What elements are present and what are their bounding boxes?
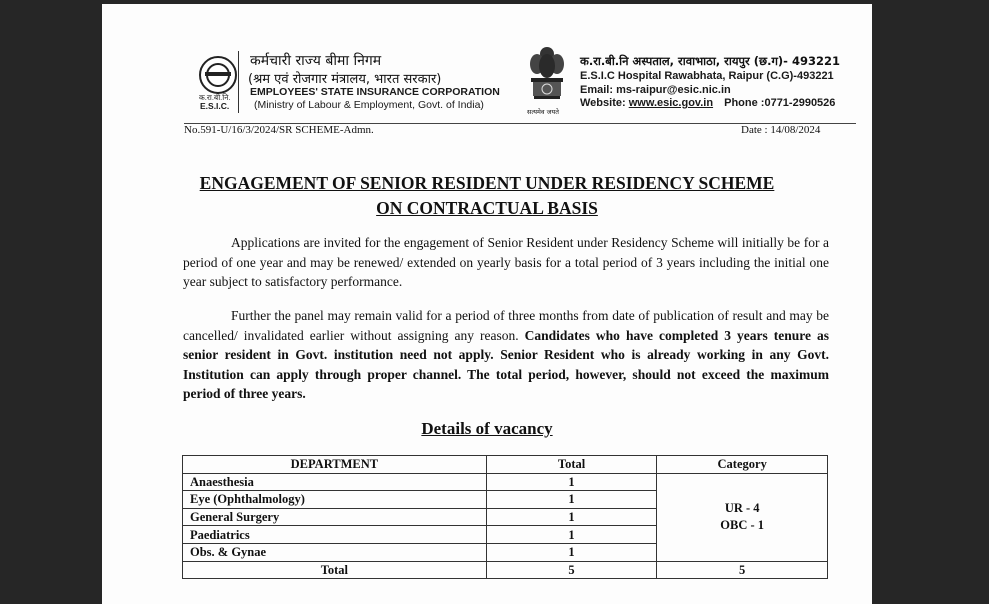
hospital-email: Email: ms-raipur@esic.nic.in [580,84,731,96]
paragraph-2-bold-text: Candidates who have completed 3 years tenure as senior resident in Govt. institution need not apply. Senior Resident who is already working in any Govt. Institution can apply through proper channel. The total period, however, should not exceed the maximum period of three years. [183,327,829,401]
hospital-phone: Phone :0771-2990526 [724,97,836,109]
total-cell: 1 [486,491,657,509]
header-department: DEPARTMENT [183,456,487,474]
header-divider [238,51,239,113]
logo-caption-hindi: क.रा.बी.नि. [199,93,231,102]
department-cell: General Surgery [183,508,487,526]
header-total: Total [486,456,657,474]
department-cell: Obs. & Gynae [183,543,487,561]
category-cell [657,473,828,561]
website-line [580,97,835,109]
website-link[interactable]: www.esic.gov.in [628,97,714,109]
total-cell: 1 [486,473,657,491]
hospital-name-english: E.S.I.C Hospital Rawabhata, Raipur (C.G)-493221 [580,70,834,82]
footer-label: Total [183,561,487,579]
department-cell: Anaesthesia [183,473,487,491]
logo-caption-english: E.S.I.C. [200,101,230,111]
header-category: Category [657,456,828,474]
total-cell: 1 [486,508,657,526]
notice-title-line1: ENGAGEMENT OF SENIOR RESIDENT UNDER RESIDENCY SCHEME [199,173,775,193]
ministry-hindi: (श्रम एवं रोजगार मंत्रालय, भारत सरकार) [248,72,442,87]
department-cell: Eye (Ophthalmology) [183,491,487,509]
reference-number: No.591-U/16/3/2024/SR SCHEME-Admn. [184,124,374,136]
category-ur: UR - 4 [724,501,760,516]
org-name-hindi: कर्मचारी राज्य बीमा निगम [250,53,382,69]
paragraph-2-text: Further the panel may remain valid for a period of three months from date of publication of result and may be cancelled/ invalidated earlier without assigning any reason. [183,308,829,343]
table-header-row [183,456,828,474]
category-obc: OBC - 1 [720,518,765,533]
vacancy-heading: Details of vacancy [421,419,553,438]
notice-title-line2: ON CONTRACTUAL BASIS [376,198,598,218]
vacancy-table [182,455,828,579]
national-emblem-icon [526,44,568,114]
footer-total: 5 [486,561,657,579]
paragraph-2 [183,306,829,404]
paragraph-1-text: Applications are invited for the engagement of Senior Resident under Residency Scheme will initially be for a period of one year and may be renewed/ extended on yearly basis for a total period of 3 years including the initial one year subject to satisfactory performance. [183,235,829,289]
total-cell: 1 [486,526,657,544]
emblem-caption: सत्यमेव जयते [527,108,559,116]
total-cell: 1 [486,543,657,561]
department-cell: Paediatrics [183,526,487,544]
org-name-english: EMPLOYEES' STATE INSURANCE CORPORATION [250,86,500,98]
hospital-name-hindi: क.रा.बी.नि अस्पताल, रावाभाठा, रायपुर (छ.ग)- 493221 [580,54,840,68]
footer-category-total: 5 [657,561,828,579]
document-page [102,4,872,604]
table-row [183,473,828,491]
esic-logo-icon [199,56,237,94]
paragraph-1 [183,233,829,292]
reference-date: Date : 14/08/2024 [741,124,821,136]
ministry-english: (Ministry of Labour & Employment, Govt. of India) [254,99,484,111]
website-label: Website: [580,97,626,109]
table-footer-row [183,561,828,579]
